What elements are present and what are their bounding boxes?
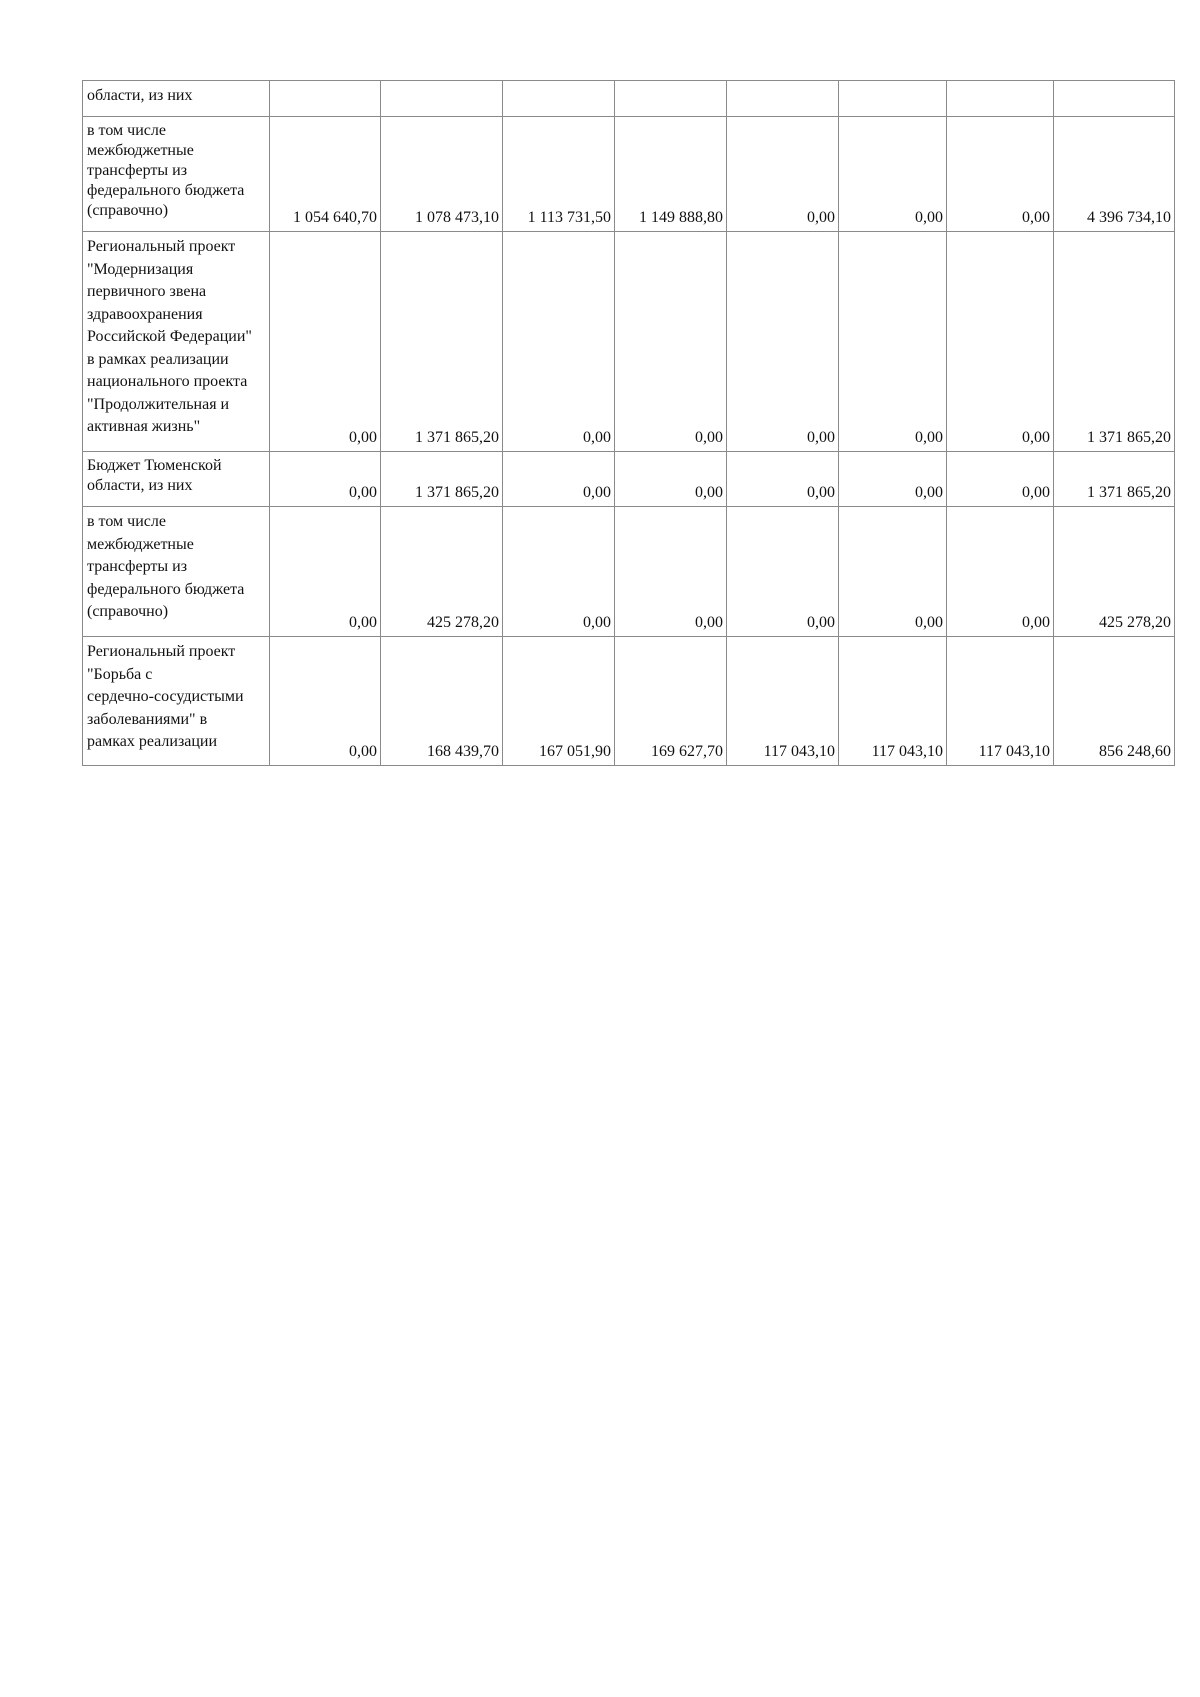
total-cell: 4 396 734,10 (1054, 117, 1175, 232)
value-cell: 1 054 640,70 (270, 117, 381, 232)
row-label: Региональный проект "Модернизация первичного звена здравоохранения Российской Федерации" в рамках реализации национального проекта "Продолжительная и активная жизнь" (87, 238, 252, 435)
value-cell: 0,00 (503, 232, 615, 452)
value-cell: 0,00 (270, 232, 381, 452)
table-row (83, 117, 1175, 232)
total-cell: 1 371 865,20 (1054, 232, 1175, 452)
value-cell: 0,00 (503, 452, 615, 507)
row-label: в том числе межбюджетные трансферты из федерального бюджета (справочно) (87, 122, 245, 219)
row-label: Бюджет Тюменской области, из них (87, 457, 222, 494)
value-cell: 0,00 (839, 452, 947, 507)
value-cell: 425 278,20 (381, 507, 503, 637)
row-label-cell (83, 452, 270, 507)
row-label: области, из них (87, 87, 193, 104)
table-row (83, 81, 1175, 117)
value-cell (381, 81, 503, 117)
value-cell: 0,00 (615, 452, 727, 507)
value-cell: 1 371 865,20 (381, 452, 503, 507)
value-cell: 0,00 (270, 637, 381, 766)
value-cell: 1 149 888,80 (615, 117, 727, 232)
row-label-cell (83, 507, 270, 637)
value-cell: 0,00 (947, 507, 1054, 637)
value-cell: 0,00 (947, 117, 1054, 232)
row-label-cell (83, 117, 270, 232)
value-cell (839, 81, 947, 117)
value-cell: 0,00 (727, 507, 839, 637)
total-cell (1054, 81, 1175, 117)
value-cell: 168 439,70 (381, 637, 503, 766)
value-cell: 0,00 (270, 507, 381, 637)
value-cell: 0,00 (270, 452, 381, 507)
value-cell: 117 043,10 (839, 637, 947, 766)
value-cell (727, 81, 839, 117)
table-row (83, 507, 1175, 637)
table-row (83, 232, 1175, 452)
value-cell: 0,00 (839, 507, 947, 637)
value-cell: 1 078 473,10 (381, 117, 503, 232)
value-cell: 0,00 (615, 507, 727, 637)
value-cell: 117 043,10 (727, 637, 839, 766)
total-cell: 1 371 865,20 (1054, 452, 1175, 507)
value-cell: 0,00 (615, 232, 727, 452)
value-cell (270, 81, 381, 117)
value-cell: 0,00 (503, 507, 615, 637)
value-cell: 0,00 (947, 232, 1054, 452)
row-label: Региональный проект "Борьба с сердечно-сосудистыми заболеваниями" в рамках реализации (87, 643, 244, 750)
value-cell: 0,00 (947, 452, 1054, 507)
value-cell (947, 81, 1054, 117)
value-cell: 1 113 731,50 (503, 117, 615, 232)
budget-table (82, 80, 1175, 766)
value-cell: 169 627,70 (615, 637, 727, 766)
value-cell (615, 81, 727, 117)
value-cell: 0,00 (727, 117, 839, 232)
row-label-cell (83, 232, 270, 452)
value-cell: 0,00 (839, 232, 947, 452)
value-cell: 0,00 (727, 452, 839, 507)
table-row (83, 637, 1175, 766)
total-cell: 425 278,20 (1054, 507, 1175, 637)
value-cell: 0,00 (727, 232, 839, 452)
table-row (83, 452, 1175, 507)
row-label: в том числе межбюджетные трансферты из федерального бюджета (справочно) (87, 513, 245, 620)
value-cell (503, 81, 615, 117)
value-cell: 0,00 (839, 117, 947, 232)
value-cell: 167 051,90 (503, 637, 615, 766)
value-cell: 117 043,10 (947, 637, 1054, 766)
row-label-cell (83, 81, 270, 117)
row-label-cell (83, 637, 270, 766)
value-cell: 1 371 865,20 (381, 232, 503, 452)
total-cell: 856 248,60 (1054, 637, 1175, 766)
